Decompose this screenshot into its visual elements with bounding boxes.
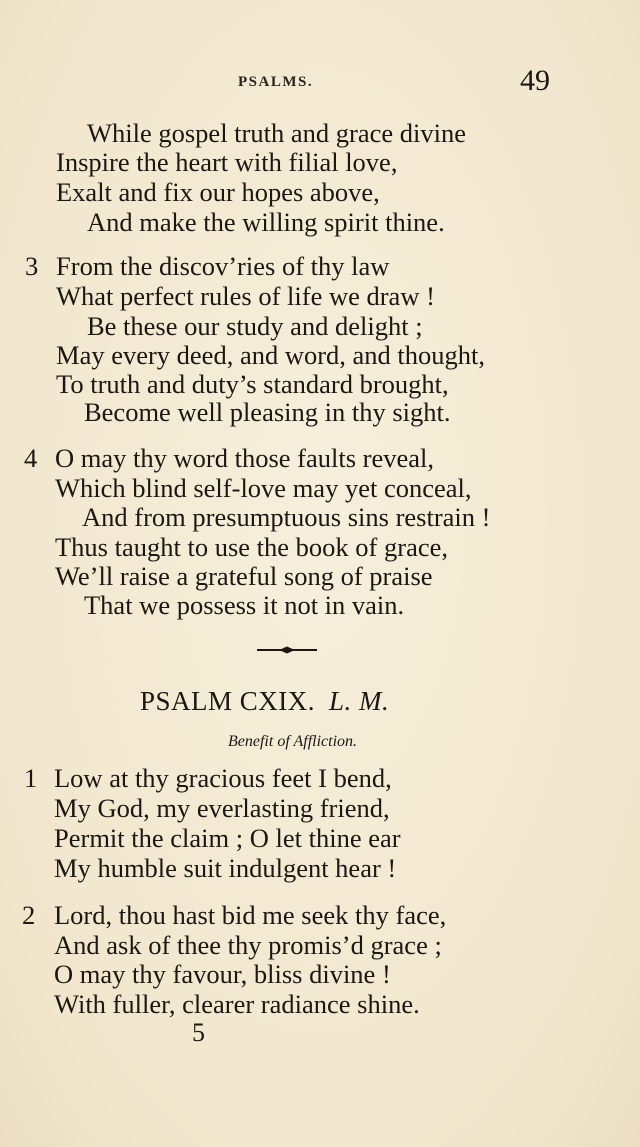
psalm-meter: L. M. [329,686,390,716]
verse-line: O may thy word those faults reveal, [55,443,434,473]
verse-line: And ask of thee thy promis’d grace ; [54,930,442,960]
verse-line: Become well pleasing in thy sight. [84,397,451,427]
verse-line: Thus taught to use the book of grace, [55,532,448,562]
verse-line: Which blind self-love may yet conceal, [55,473,472,503]
verse-line: With fuller, clearer radiance shine. [54,989,420,1019]
running-head: PSALMS. [238,74,314,90]
signature-mark: 5 [192,1018,205,1047]
verse-line: What perfect rules of life we draw ! [56,281,435,311]
verse-line: From the discov’ries of thy law [56,251,390,281]
page-number: 49 [520,64,550,97]
psalm-number: PSALM CXIX. [140,686,316,716]
verse-line: Low at thy gracious feet I bend, [54,763,392,793]
verse-line: And make the willing spirit thine. [87,207,445,237]
verse-line: Be these our study and delight ; [87,311,423,341]
verse-line: While gospel truth and grace divine [87,118,466,148]
verse-line: To truth and duty’s standard brought, [56,369,449,399]
psalm-title [140,686,389,717]
verse-line: Inspire the heart with filial love, [56,147,398,177]
verse-line: My God, my everlasting friend, [54,793,390,823]
verse-line: Exalt and fix our hopes above, [56,177,380,207]
verse-number: 3 [25,251,39,281]
verse-line: Lord, thou hast bid me seek thy face, [54,900,447,930]
verse-line: That we possess it not in vain. [84,590,405,620]
verse-number: 4 [24,443,38,473]
verse-number: 2 [22,900,36,930]
verse-number: 1 [24,763,38,793]
verse-line: We’ll raise a grateful song of praise [55,561,433,591]
verse-line: And from presumptuous sins restrain ! [82,502,491,532]
verse-line: Permit the claim ; O let thine ear [54,823,401,853]
verse-line: May every deed, and word, and thought, [56,340,486,370]
verse-line: O may thy favour, bliss divine ! [54,959,391,989]
verse-line: My humble suit indulgent hear ! [54,853,397,883]
ornament-rule-icon [257,645,317,655]
psalm-subtitle: Benefit of Affliction. [228,733,358,750]
